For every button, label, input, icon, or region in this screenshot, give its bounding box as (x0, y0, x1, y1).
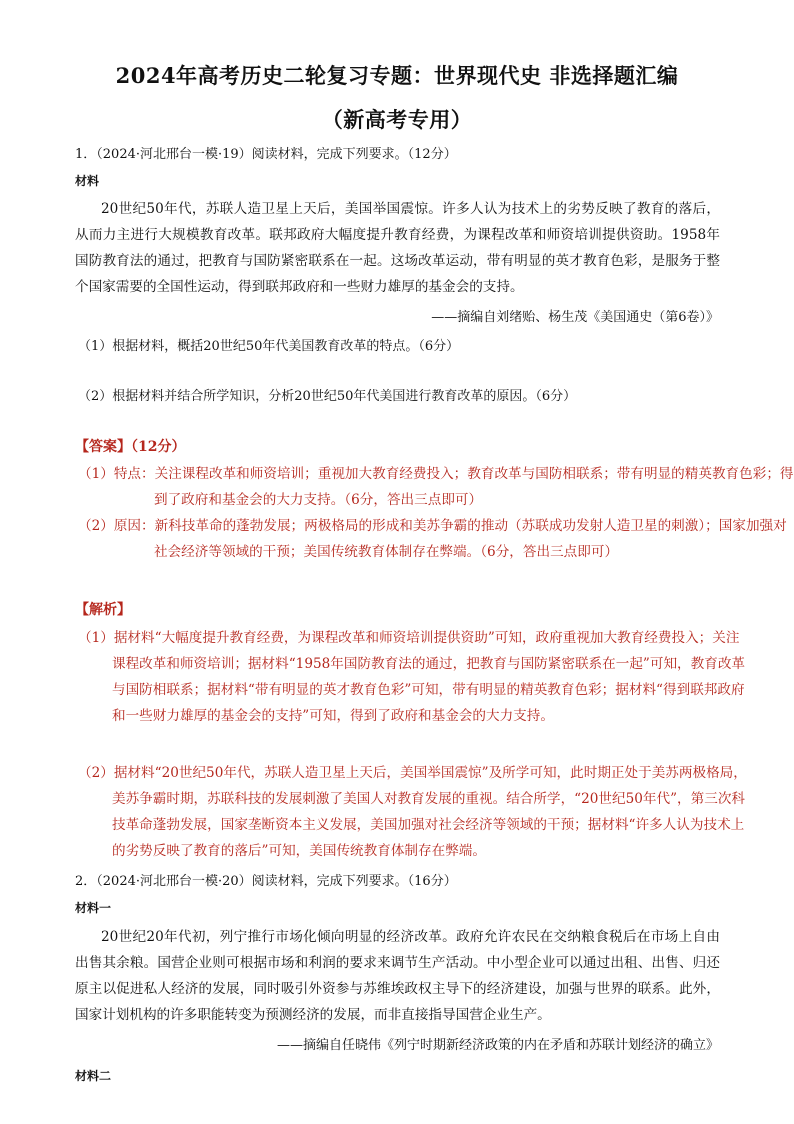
question-2-source-1: ——摘编自任晓伟《列宁时期新经济政策的内在矛盾和苏联计划经济的确立》 (276, 1038, 719, 1053)
answer-heading: 【答案】（12分） (75, 439, 186, 455)
question-1-stem: 1．（2024·河北邢台一模·19）阅读材料，完成下列要求。（12分） (75, 147, 457, 162)
question-1-material-label: 材料 (75, 174, 100, 188)
analysis-2: （2）据材料“20世纪50年代，苏联人造卫星上天后，美国举国震惊”及所学可知，此时期正处于美苏两极格局，美苏争霸时期，苏联科技的发展刺激了美国人对教育发展的重视。结合所学，“20世纪50年代”，第三次科技革命蓬勃发展，国家垄断资本主义发展，美国加强对社会经济等领域的干预；据材料“许多人认为技术上的劣势反映了教育的落后”可知，美国传统教育体制存在弊端。 (78, 765, 747, 859)
question-1-sub-1: （1）根据材料，概括20世纪50年代美国教育改革的特点。（6分） (78, 339, 460, 354)
answer-1: （1）特点：关注课程改革和师资培训；重视加大教育经费投入；教育改革与国防相联系；带有明显的精英教育色彩；得到了政府和基金会的大力支持。（6分，答出三点即可） (78, 466, 794, 508)
question-1-sub-2: （2）根据材料并结合所学知识，分析20世纪50年代美国进行教育改革的原因。（6分） (78, 389, 577, 404)
question-2-material-1-label: 材料一 (75, 901, 112, 915)
document-title: 2024年高考历史二轮复习专题：世界现代史 非选择题汇编 (115, 63, 679, 88)
question-1-source: ——摘编自刘绪贻、杨生茂《美国通史（第6卷）》 (431, 310, 719, 325)
question-2-material-1-text: 20世纪20年代初，列宁推行市场化倾向明显的经济改革。政府允许农民在交纳粮食税后在市场上自由出售其余粮。国营企业则可根据市场和利润的要求来调节生产活动。中小型企业可以通过出租、出售、归还原主以促进私人经济的发展，同时吸引外资参与苏维埃政权主导下的经济建设，加强与世界的联系。此外，国家计划机构的许多职能转变为预测经济的发展，而非直接指导国营企业生产。 (75, 929, 720, 1023)
answer-2: （2）原因：新科技革命的蓬勃发展；两极格局的形成和美苏争霸的推动（苏联成功发射人造卫星的刺激）；国家加强对社会经济等领域的干预；美国传统教育体制存在弊端。（6分，答出三点即可） (78, 518, 787, 560)
document-subtitle: （新高考专用） (321, 107, 473, 132)
question-1-material-text: 20世纪50年代，苏联人造卫星上天后，美国举国震惊。许多人认为技术上的劣势反映了教育的落后，从而力主进行大规模教育改革。联邦政府大幅度提升教育经费，为课程改革和师资培训提供资助。1958年国防教育法的通过，把教育与国防紧密联系在一起。这场改革运动，带有明显的英才教育色彩，是服务于整个国家需要的全国性运动，得到联邦政府和一些财力雄厚的基金会的支持。 (75, 201, 720, 295)
analysis-1: （1）据材料“大幅度提升教育经费，为课程改革和师资培训提供资助”可知，政府重视加大教育经费投入；关注课程改革和师资培训；据材料“1958年国防教育法的通过，把教育与国防紧密联系在一起”可知，教育改革与国防相联系；据材料“带有明显的英才教育色彩”可知，带有明显的精英教育色彩；据材料“得到联邦政府和一些财力雄厚的基金会的支持”可知，得到了政府和基金会的大力支持。 (78, 630, 746, 724)
analysis-heading: 【解析】 (75, 602, 131, 618)
question-2-stem: 2．（2024·河北邢台一模·20）阅读材料，完成下列要求。（16分） (75, 874, 457, 889)
question-2-material-2-label: 材料二 (75, 1069, 112, 1083)
